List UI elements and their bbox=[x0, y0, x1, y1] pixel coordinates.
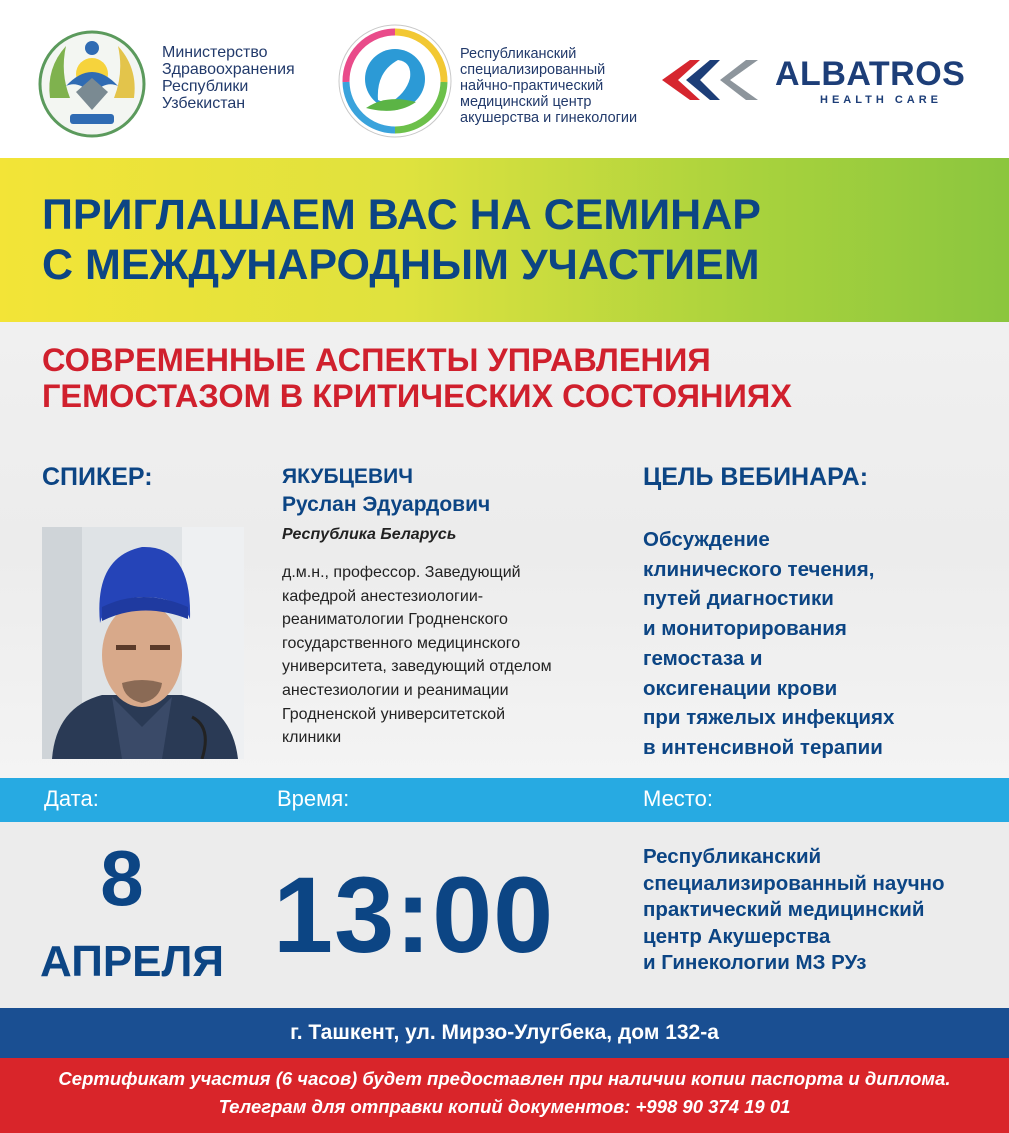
speaker-bio-line: реаниматологии Гродненского bbox=[282, 611, 508, 629]
date-label: Дата: bbox=[44, 786, 99, 811]
seminar-title bbox=[42, 342, 982, 414]
goal-line: путей диагностики bbox=[643, 587, 834, 611]
speaker-bio-line: кафедрой анестезиологии- bbox=[282, 587, 484, 605]
speaker-country: Республика Беларусь bbox=[282, 526, 457, 543]
seminar-title-line: ГЕМОСТАЗОМ В КРИТИЧЕСКИХ СОСТОЯНИЯХ bbox=[42, 378, 792, 414]
goal-label: ЦЕЛЬ ВЕБИНАРА: bbox=[643, 463, 869, 491]
albatros-brand-subtitle: HEALTH CARE bbox=[820, 94, 943, 106]
invitation-line: ПРИГЛАШАЕМ ВАС НА СЕМИНАР bbox=[42, 191, 761, 239]
details-label-bar bbox=[0, 778, 1009, 822]
speaker-label: СПИКЕР: bbox=[42, 463, 153, 491]
speaker-name bbox=[282, 463, 622, 519]
speaker-bio-line: д.м.н., профессор. Заведующий bbox=[282, 564, 521, 581]
goal-text bbox=[643, 525, 983, 763]
place-line: специализированный научно bbox=[643, 871, 945, 895]
speaker-bio bbox=[282, 561, 627, 750]
center-line: акушерства и гинекологии bbox=[460, 110, 638, 126]
speaker-photo bbox=[42, 527, 244, 759]
telegram-contact: Телеграм для отправки копий документов: +998 90 374 19 01 bbox=[218, 1096, 791, 1117]
speaker-bio-line: Гродненской университетской bbox=[282, 705, 506, 723]
speaker-bio-line: университета, заведующий отделом bbox=[282, 658, 552, 676]
event-time: 13:00 bbox=[273, 854, 555, 975]
ministry-line: Республики bbox=[162, 78, 249, 95]
goal-line: Обсуждение bbox=[643, 528, 770, 551]
albatros-chevron-logo-icon bbox=[660, 56, 760, 104]
place-line: практический медицинский bbox=[643, 898, 925, 921]
center-line: Республиканский bbox=[460, 46, 577, 62]
date-month: АПРЕЛЯ bbox=[40, 937, 225, 986]
uzbekistan-state-emblem-icon bbox=[36, 28, 148, 140]
time-label: Время: bbox=[277, 786, 350, 811]
certificate-note: Сертификат участия (6 часов) будет предоставлен при наличии копии паспорта и диплома. bbox=[58, 1068, 951, 1089]
place-line: центр Акушерства bbox=[643, 924, 831, 948]
ministry-line: Министерство bbox=[162, 44, 268, 61]
mother-and-child-logo-icon bbox=[336, 22, 454, 140]
albatros-brand-name: ALBATROS bbox=[775, 55, 966, 93]
invitation-title bbox=[42, 190, 942, 290]
place-line: и Гинекологии МЗ РУз bbox=[643, 951, 867, 974]
goal-line: оксигенации крови bbox=[643, 676, 838, 700]
goal-line: и мониторирования bbox=[643, 617, 847, 641]
center-line: специализированный bbox=[460, 62, 606, 78]
center-line: найчно-практический bbox=[460, 78, 604, 94]
goal-line: клинического течения, bbox=[643, 557, 875, 581]
place-line: Республиканский bbox=[643, 845, 822, 868]
date-day: 8 bbox=[100, 834, 144, 922]
speaker-bio-line: анестезиологии и реанимации bbox=[282, 681, 509, 699]
event-place bbox=[643, 844, 988, 977]
seminar-title-line: СОВРЕМЕННЫЕ АСПЕКТЫ УПРАВЛЕНИЯ bbox=[42, 342, 711, 378]
goal-line: гемостаза и bbox=[643, 646, 763, 670]
goal-line: в интенсивной терапии bbox=[643, 735, 883, 759]
ministry-line: Узбекистан bbox=[162, 95, 246, 112]
goal-line: при тяжелых инфекциях bbox=[643, 706, 895, 730]
speaker-surname: ЯКУБЦЕВИЧ bbox=[282, 465, 413, 488]
center-line: медицинский центр bbox=[460, 94, 592, 110]
place-label: Место: bbox=[643, 786, 713, 811]
center-name bbox=[460, 46, 665, 126]
speaker-given-names: Руслан Эдуардович bbox=[282, 493, 491, 516]
event-address: г. Ташкент, ул. Мирзо-Улугбека, дом 132-а bbox=[290, 1021, 719, 1044]
speaker-bio-line: государственного медицинского bbox=[282, 634, 521, 652]
ministry-name bbox=[162, 44, 332, 112]
ministry-line: Здравоохранения bbox=[162, 61, 295, 78]
invitation-line: С МЕЖДУНАРОДНЫМ УЧАСТИЕМ bbox=[42, 241, 760, 289]
speaker-bio-line: клиники bbox=[282, 729, 342, 747]
